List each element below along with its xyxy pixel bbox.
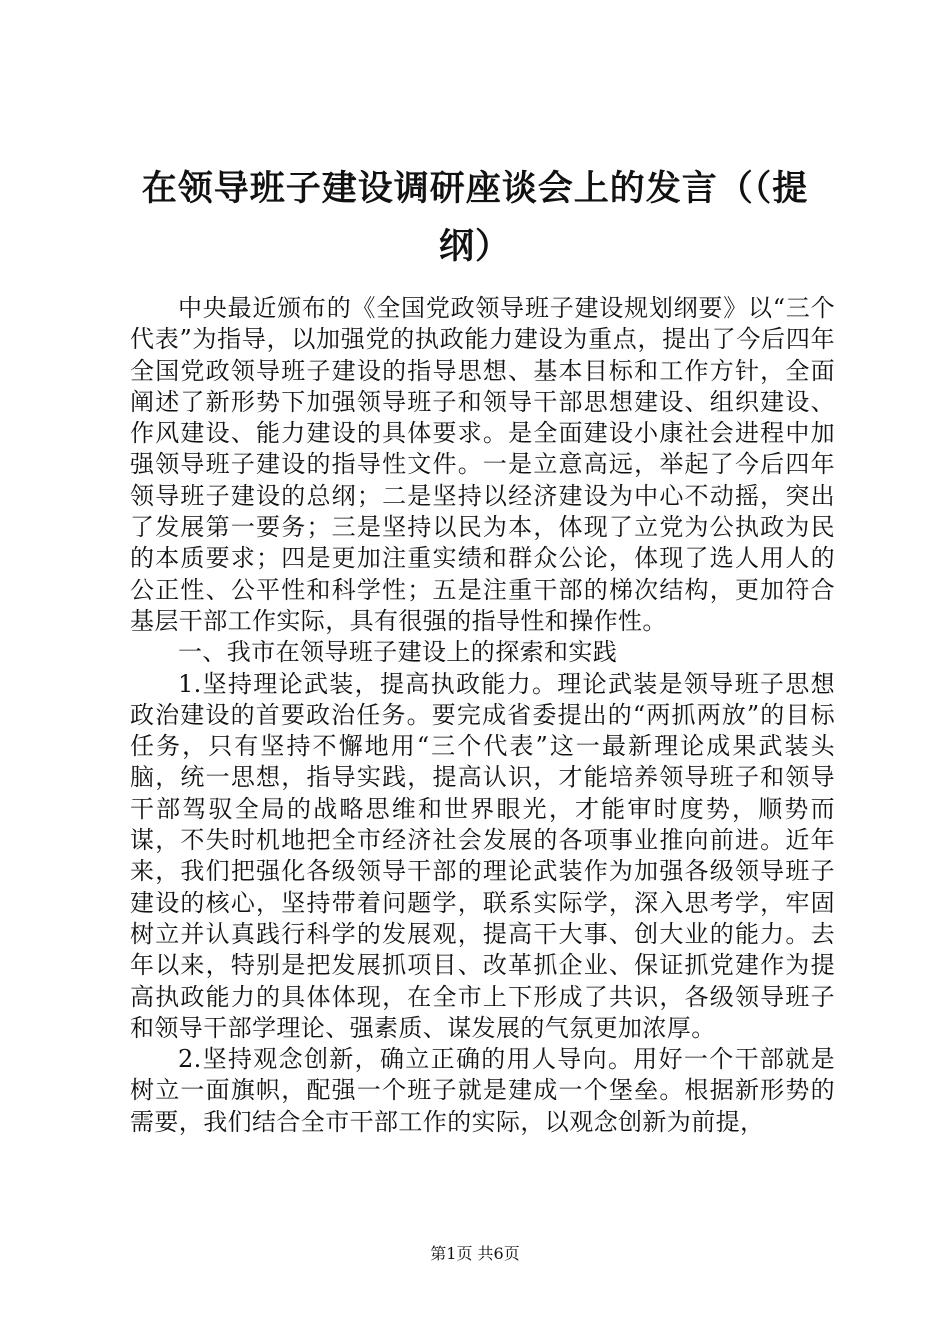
section-heading-1: 一、我市在领导班子建设上的探索和实践 (178, 638, 618, 667)
paragraph-point-2: 2.坚持观念创新，确立正确的用人导向。用好一个干部就是树立一面旗帜，配强一个班子就是建成一个堡垒。根据新形势的需要，我们结合全市干部工作的实际，以观念创新为前提， (130, 1045, 835, 1136)
paragraph-point-1: 1.坚持理论武装，提高执政能力。理论武装是领导班子思想政治建设的首要政治任务。要完成省委提出的“两抓两放”的目标任务，只有坚持不懈地用“三个代表”这一最新理论成果武装头脑，统一思想，指导实践，提高认识，才能培养领导班子和领导干部驾驭全局的战略思维和世界眼光，才能审时度势，顺势而谋，不失时机地把全市经济社会发展的各项事业推向前进。近年来，我们把强化各级领导干部的理论武装作为加强各级领导班子建设的核心，坚持带着问题学，联系实际学，深入思考学，牢固树立并认真践行科学的发展观，提高干大事、创大业的能力。去年以来，特别是把发展抓项目、改革抓企业、保证抓党建作为提高执政能力的具体体现，在全市上下形成了共识，各级领导班子和领导干部学理论、强素质、谋发展的气氛更加浓厚。 (130, 669, 835, 1042)
page-footer: 第1页 共6页 (430, 1244, 520, 1263)
paragraph-intro: 中央最近颁布的《全国党政领导班子建设规划纲要》以“三个代表”为指导，以加强党的执政能力建设为重点，提出了今后四年全国党政领导班子建设的指导思想、基本目标和工作方针，全面阐述了新形势下加强领导班子和领导干部思想建设、组织建设、作风建设、能力建设的具体要求。是全面建设小康社会进程中加强领导班子建设的指导性文件。一是立意高远，举起了今后四年领导班子建设的总纲；二是坚持以经济建设为中心不动摇，突出了发展第一要务；三是坚持以民为本，体现了立党为公执政为民的本质要求；四是更加注重实绩和群众公论，体现了选人用人的公正性、公平性和科学性；五是注重干部的梯次结构，更加符合基层干部工作实际，具有很强的指导性和操作性。 (130, 294, 835, 635)
document-title: 在领导班子建设调研座谈会上的发言（（提纲） (141, 169, 809, 267)
document-body (130, 293, 835, 1138)
